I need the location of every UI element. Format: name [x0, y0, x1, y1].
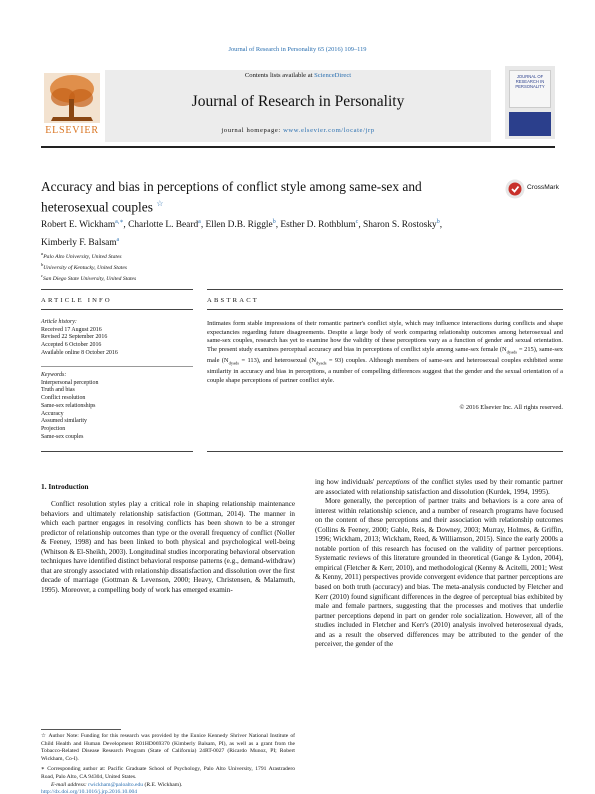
email-label: E-mail address:: [51, 782, 89, 788]
article-info-rule-bottom: [41, 451, 193, 452]
history-label: Article history:: [41, 319, 77, 325]
affiliation-text: San Diego State University, United States: [43, 275, 137, 282]
abstract-part: = 215), same-sex male (N: [207, 345, 563, 364]
abstract-part: Intimates form stable impressions of their romantic partner's conflict style, which may influence interactions during conflicts and shape expectancies regarding future disagreements. Despite a large body of work comparing relationship outcomes among heterosexual and same-sex couples, research has yet to examine how the validity of these perceptions vary as a function of gender and sexual orientation. The present study examines perceptual accuracy and bias in perceptions of conflict style among same-sex female (N: [207, 320, 563, 353]
article-info-rule: [41, 309, 193, 310]
affiliation-text: Palo Alto University, United States: [43, 253, 122, 260]
title-footnote-mark[interactable]: ☆: [156, 199, 164, 208]
author-name: Charlotte L. Beard: [128, 220, 199, 231]
article-info-heading: ARTICLE INFO: [41, 297, 112, 304]
footnote-mark: ∗: [41, 766, 45, 772]
elsevier-logo: [41, 71, 103, 139]
keyword-item: Same-sex relationships: [41, 402, 96, 409]
keyword-item: Projection: [41, 425, 66, 432]
history-item: Available online 8 October 2016: [41, 349, 118, 356]
dyads-subscript: dyads: [506, 349, 518, 355]
keyword-list: [41, 372, 191, 441]
abstract-text: [207, 320, 563, 385]
affiliation-item: [41, 261, 441, 272]
affiliation-item: [41, 272, 441, 283]
contents-prefix: Contents lists available at: [244, 72, 315, 79]
right-column: [315, 478, 563, 650]
affiliation-mark: a: [41, 251, 44, 256]
article-info-rule-top: [41, 289, 193, 290]
abstract-rule: [207, 309, 563, 310]
article-title: [41, 178, 471, 215]
left-column: [41, 500, 295, 595]
contents-line: [105, 72, 491, 79]
author-affiliation-mark[interactable]: a: [116, 236, 120, 243]
footnote-text: Corresponding author at: Pacific Graduate School of Psychology, Palo Alto University, 1791 Arastradero Road, Palo Alto, CA 94304, United States.: [41, 766, 295, 780]
author-affiliation-mark[interactable]: c: [355, 219, 359, 225]
abstract-rule-bottom: [207, 451, 563, 452]
keyword-item: Assumed similarity: [41, 418, 87, 425]
journal-cover: [505, 66, 555, 139]
keyword-item: Accuracy: [41, 410, 64, 417]
affiliation-mark: c: [41, 273, 43, 279]
intro-paragraph: Conflict resolution styles play a critical role in shaping relationship maintenance behaviors and ultimately relationship satisfaction (Gottman, 2014). The manner in which each partner engages in resolving conflicts has been shown to be a stronger predictor of relationship outcomes than type or the overall frequency of conflict (Noller & Feeney, 1998) and has been linked to both physical and psychological well-being (Whitson & El-Sheikh, 2003). Longitudinal studies incorporating behavioral observation techniques have identified distinct behavioral response patterns (e.g., demand-withdraw) that are strongly associated with relationship dissatisfaction and dissolution over the first decade of marriage (Gottman & Levenson, 2000; Heavy, Christensen, & Malamuth, 1995). Moreover, a compelling body of work has emerged examin-: [41, 500, 295, 594]
author-affiliation-mark[interactable]: a: [198, 219, 201, 225]
article-title-text: Accuracy and bias in perceptions of conflict style among same-sex and heterosexual couples: [41, 179, 422, 215]
running-head[interactable]: Journal of Research in Personality 65 (2016) 109–119: [228, 46, 367, 53]
history-item: Accepted 6 October 2016: [41, 342, 102, 349]
footnote-text: Author Note: Funding for this research was provided by the Eunice Kennedy Shriver National Institute of Child Health and Human Development R01HD069370 (Kimberly Balsam, PI), as well as a grant from the Tobacco-Related Disease Research Program (State of California) 24RT-0027 (Ricardo Munoz, PI; Robert Wickham, Co-I).: [41, 733, 296, 763]
footnote-author-note: [41, 733, 295, 764]
author-affiliation-mark[interactable]: a,∗: [115, 219, 124, 225]
affiliation-item: [41, 250, 441, 261]
abstract-copyright: © 2016 Elsevier Inc. All rights reserved.: [459, 404, 563, 411]
email-suffix: (R.E. Wickham).: [143, 782, 183, 788]
homepage-prefix: journal homepage:: [221, 127, 284, 134]
author-affiliation-mark[interactable]: b: [436, 219, 440, 225]
author-name: Sharon S. Rostosky: [363, 220, 437, 231]
article-history: [41, 319, 191, 358]
homepage-link[interactable]: www.elsevier.com/locate/jrp: [283, 127, 375, 134]
footnote-corresponding: [41, 766, 295, 781]
journal-homepage: [105, 127, 491, 134]
author-list: Robert E. Wickham$^{a,∗}$, Charlotte L. Beard$^a$, Ellen D.B. Riggle$^b$, Esther D. Rothblum$^c$, Sharon S. Rostosky$^b$, Kimberly F. Balsam$^a$: [41, 219, 443, 248]
affiliation-text: University of Kentucky, United States: [43, 264, 127, 271]
keywords-label: Keywords:: [41, 372, 67, 378]
email-link[interactable]: rwickham@paloalto.edu: [88, 782, 144, 788]
author-name: Esther D. Rothblum: [280, 220, 356, 231]
intro-paragraph: More generally, the perception of partner traits and behaviors is a core area of interest within relationship science, and a number of research programs have focused on the content of these perceptions and their association with relationship outcomes (Collins & Feeney, 2000; Gable, Reis, & Downey, 2003; Murray, Holmes, & Griffin, 1996; Wickham, 2013; Wickham, Reed, & Williamson, 2015). Since the early 2000s a notable portion of this research has focused on the validity of partner perceptions. Systematic reviews of this literature grounded in theoretical (Gange & Lydon, 2004), empirical (Fletcher & Kerr, 2010), and methodological (Kenny & Acitelli, 2001; West & Kenny, 2011) perspectives provide convergent evidence that partner perceptions are based on both truth (accuracy) and bias. The meta-analysis conducted by Fletcher and Kerr (2010) found significant differences in the degree of perceptual bias exhibited by male and female partners, suggesting that the processes and motives that underlie partner perceptions depend in part on gender role socialization. However, all of the studies included in Fletcher and Kerr's (2010) analysis involved heterosexual dyads, and as a result the observed differences may be attributed to the gender of the perceiver, the gender of the: [315, 497, 563, 649]
affiliation-list: [41, 250, 441, 283]
abstract-heading: ABSTRACT: [207, 297, 260, 304]
dyads-subscript: dyads: [228, 360, 240, 366]
author-name: Robert E. Wickham: [41, 220, 116, 231]
intro-paragraph-continued: [315, 478, 563, 497]
intro-text: of the conflict styles used by their romantic partner are associated with relationship satisfaction and dissolution (Kurdek, 1994, 1995).: [315, 478, 563, 496]
abstract-part: = 93) couples. Although members of same-sex and heterosexual couples exhibited some similarity in accuracy and bias in perceptions, a number of compelling differences suggest that the gender and the sexual orientation of a couple shape perceptions of partner conflict style.: [207, 356, 563, 384]
doi-link[interactable]: http://dx.doi.org/10.1016/j.jrp.2016.10.004: [41, 789, 138, 794]
keyword-item: Truth and bias: [41, 387, 75, 394]
footnote-rule: [41, 729, 121, 730]
author-name: Ellen D.B. Riggle: [205, 220, 273, 231]
intro-text: ing how individuals': [315, 478, 377, 486]
abstract-rule-top: [207, 289, 563, 290]
crossmark-badge[interactable]: [505, 178, 567, 200]
elsevier-wordmark: ELSEVIER: [45, 125, 99, 136]
abstract-part: = 113), and heterosexual (N: [239, 356, 316, 364]
history-item: Revised 22 September 2016: [41, 334, 108, 341]
cover-title: JOURNAL OF RESEARCH IN PERSONALITY: [515, 74, 545, 90]
author-affiliation-mark[interactable]: b: [272, 219, 276, 225]
section-heading-introduction: 1. Introduction: [41, 482, 89, 491]
article-info-divider: [41, 366, 193, 367]
intro-emphasis: perceptions: [376, 478, 410, 486]
crossmark-icon: [505, 179, 525, 199]
dyads-subscript: dyads: [315, 360, 327, 366]
header-rule: [41, 146, 555, 148]
crossmark-label: CrossMark: [527, 184, 559, 191]
keyword-item: Interpersonal perception: [41, 379, 99, 386]
keyword-item: Same-sex couples: [41, 433, 84, 440]
history-item: Received 17 August 2016: [41, 326, 102, 333]
keyword-item: Conflict resolution: [41, 395, 86, 402]
journal-title: Journal of Research in Personality: [191, 93, 405, 110]
author-name: Kimberly F. Balsam: [41, 237, 117, 248]
sciencedirect-link[interactable]: ScienceDirect: [314, 72, 352, 79]
affiliation-mark: b: [41, 262, 44, 268]
footnote-mark: ☆: [41, 733, 47, 739]
